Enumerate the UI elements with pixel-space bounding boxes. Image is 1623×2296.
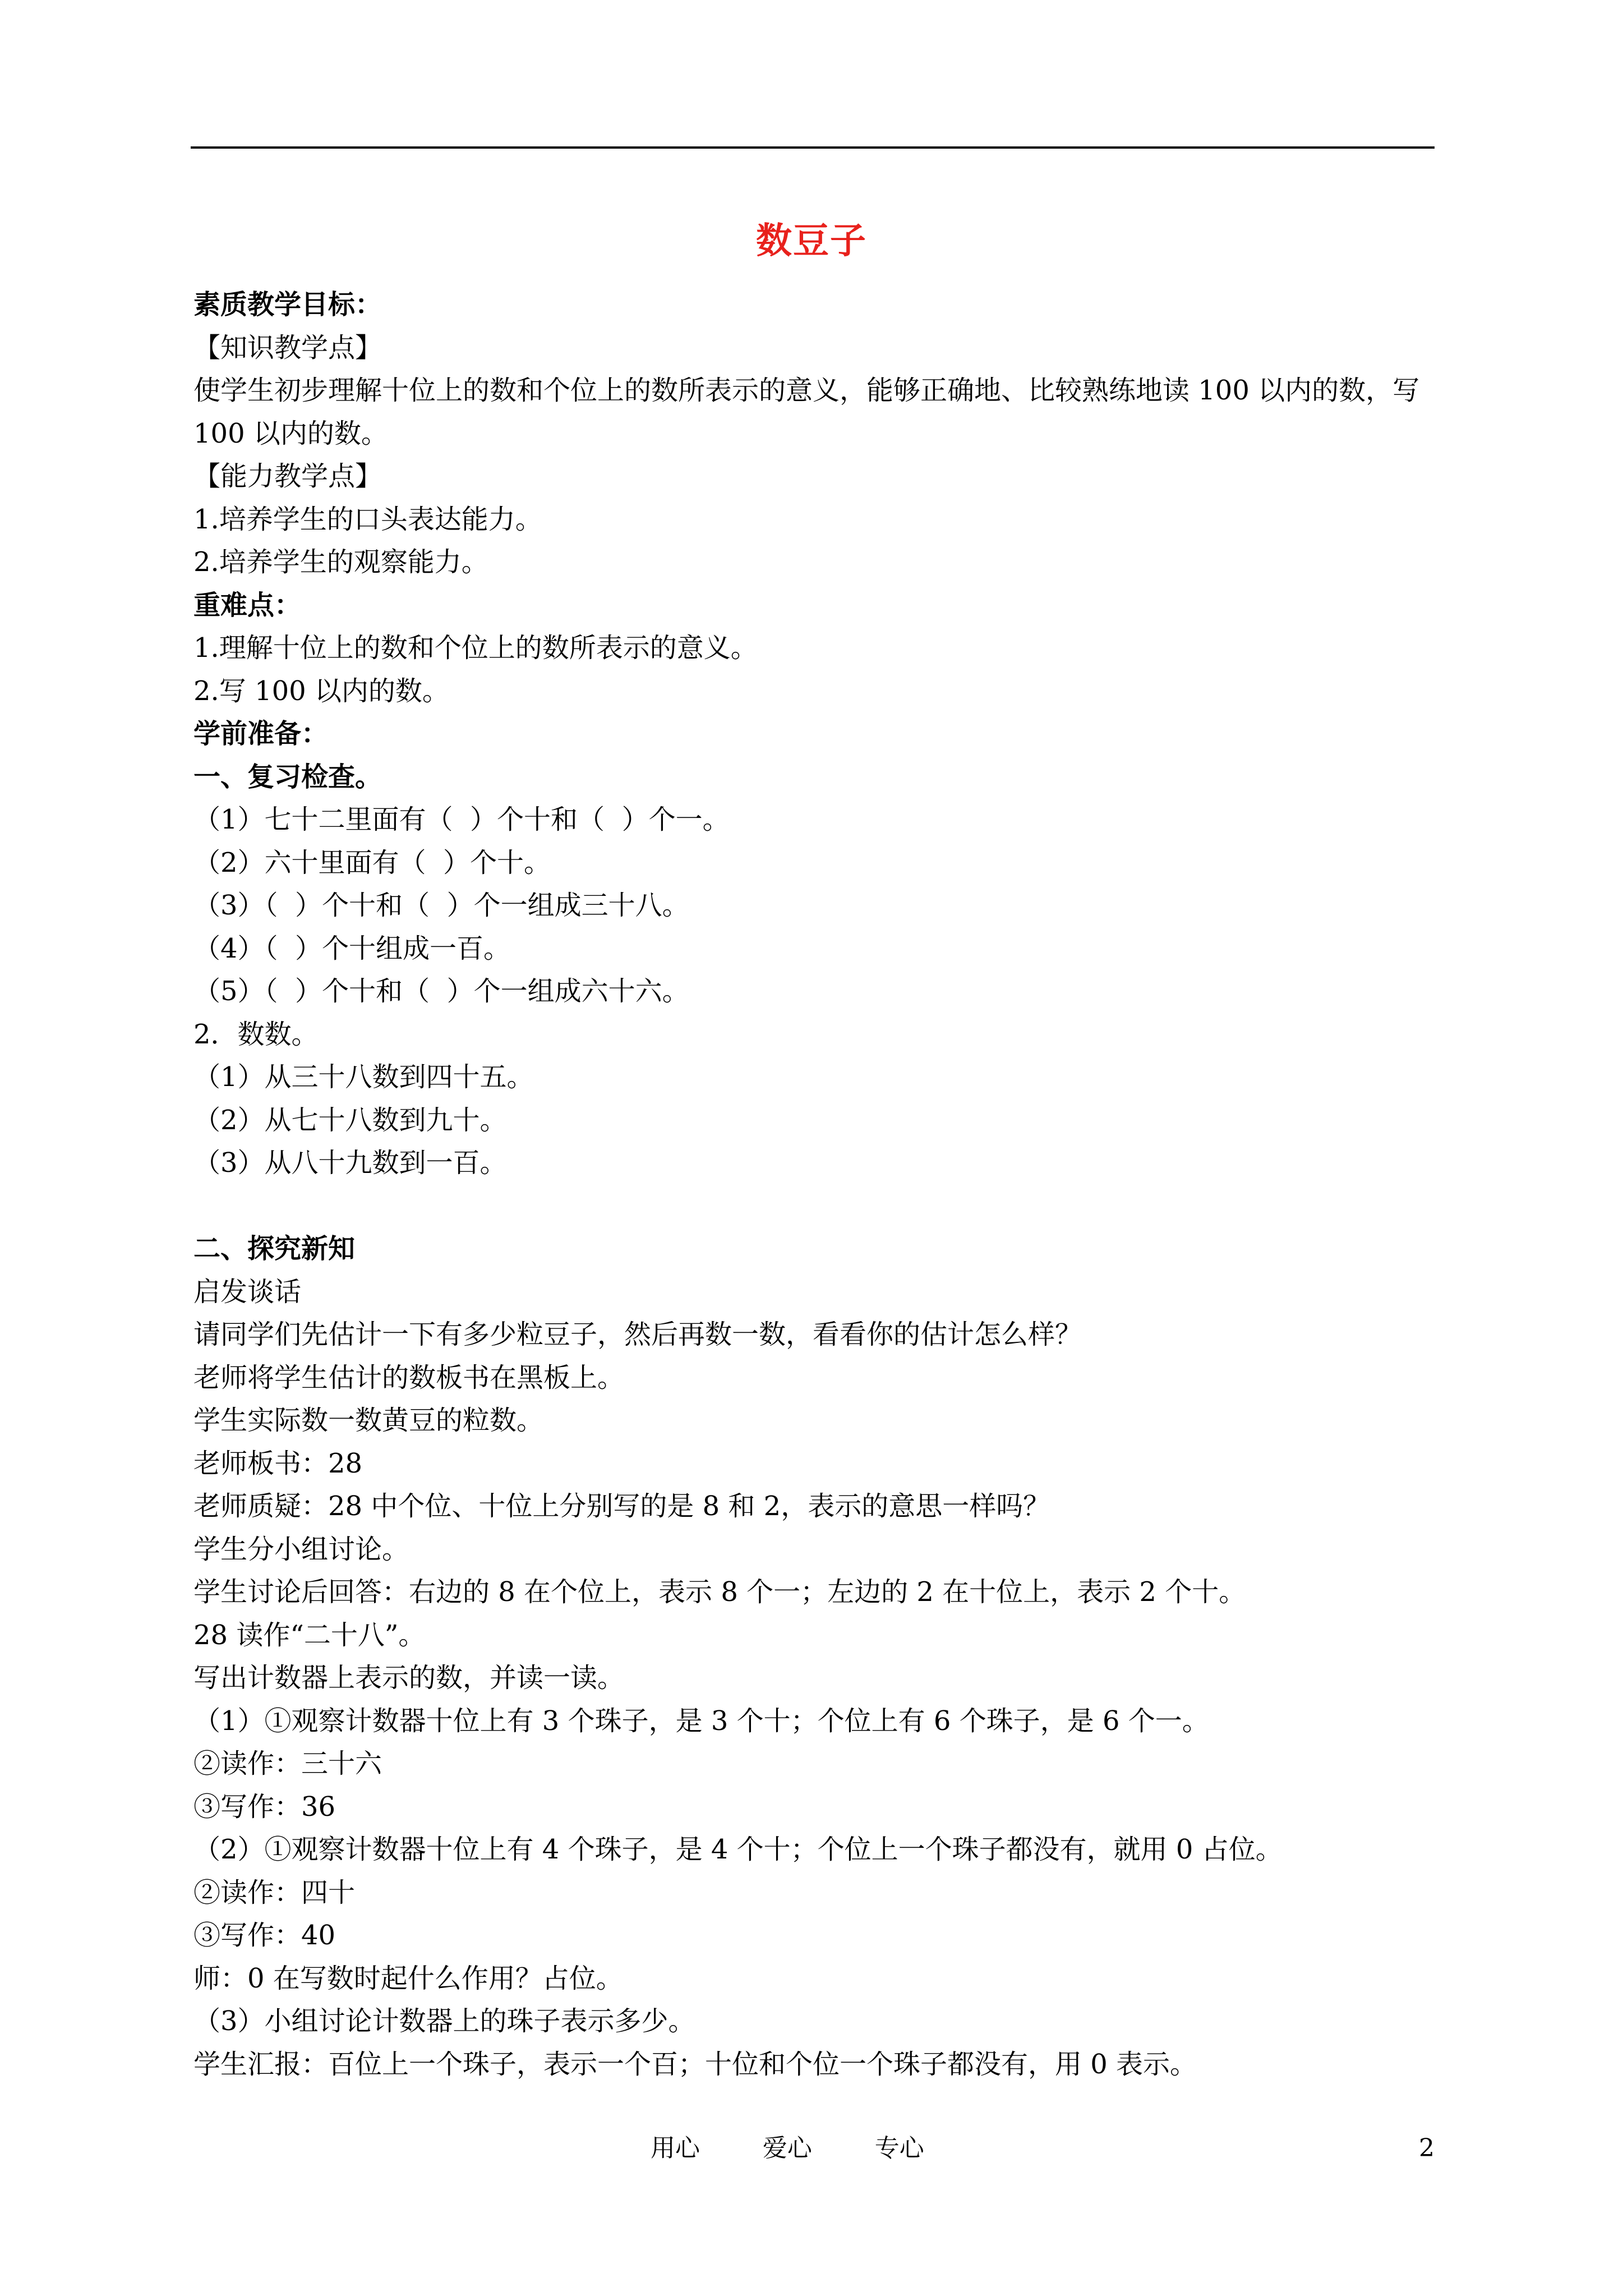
review-item: 2．数数。 — [193, 1018, 319, 1050]
explore-item: 学生分小组讨论。 — [193, 1533, 409, 1565]
explore-item: 老师质疑：28 中个位、十位上分别写的是 8 和 2，表示的意思一样吗？ — [193, 1490, 1050, 1522]
knowledge-text: 使学生初步理解十位上的数和个位上的数所表示的意义，能够正确地、比较熟练地读 100 以内的数，写 100 以内的数。 — [193, 375, 1420, 449]
review-item: （5）（ ）个十和（ ）个一组成六十六。 — [193, 976, 689, 1007]
explore-item: 师：0 在写数时起什么作用？占位。 — [193, 1962, 623, 1994]
explore-item: （2）①观察计数器十位上有 4 个珠子，是 4 个十；个位上一个珠子都没有，就用 0 占位。 — [193, 1834, 1283, 1865]
review-item: （3）（ ）个十和（ ）个一组成三十八。 — [193, 890, 689, 921]
explore-item: ③写作：36 — [193, 1791, 336, 1823]
explore-item: （1）①观察计数器十位上有 3 个珠子，是 3 个十；个位上有 6 个珠子，是 6 个一。 — [193, 1705, 1209, 1737]
page-footer — [0, 2132, 1623, 2165]
review-item: （1）从三十八数到四十五。 — [193, 1061, 534, 1093]
goal-heading: 素质教学目标： — [193, 289, 382, 320]
knowledge-heading: 【知识教学点】 — [193, 332, 382, 364]
explore-item: 学生讨论后回答：右边的 8 在个位上，表示 8 个一；左边的 2 在十位上，表示 2 个十。 — [193, 1576, 1246, 1608]
key-heading: 重难点： — [193, 589, 302, 621]
explore-item: ②读作：三十六 — [193, 1748, 382, 1779]
header-rule — [191, 146, 1435, 149]
explore-item: ③写作：40 — [193, 1920, 336, 1951]
document-body — [193, 283, 1447, 2086]
key-item: 1.理解十位上的数和个位上的数所表示的意义。 — [193, 632, 758, 664]
explore-item: 学生实际数一数黄豆的粒数。 — [193, 1405, 544, 1436]
ability-item: 2.培养学生的观察能力。 — [193, 546, 488, 578]
explore-item: 学生汇报：百位上一个珠子，表示一个百；十位和个位一个珠子都没有，用 0 表示。 — [193, 2048, 1197, 2080]
explore-item: 写出计数器上表示的数，并读一读。 — [193, 1662, 625, 1694]
footer-motto: 用心 爱心 专心 — [651, 2134, 924, 2162]
review-item: （1）七十二里面有（ ）个十和（ ）个一。 — [193, 804, 730, 835]
explore-item: 老师将学生估计的数板书在黑板上。 — [193, 1361, 625, 1393]
explore-item: 请同学们先估计一下有多少粒豆子，然后再数一数，看看你的估计怎么样？ — [193, 1319, 1082, 1350]
ability-heading: 【能力教学点】 — [193, 461, 382, 492]
explore-item: 启发谈话 — [193, 1276, 302, 1308]
explore-item: （3）小组讨论计数器上的珠子表示多少。 — [193, 2005, 695, 2037]
document-title: 数豆子 — [756, 220, 867, 262]
review-item: （3）从八十九数到一百。 — [193, 1147, 507, 1179]
prep-heading: 学前准备： — [193, 718, 329, 749]
ability-item: 1.培养学生的口头表达能力。 — [193, 503, 542, 535]
page-number: 2 — [1419, 2134, 1435, 2162]
explore-item: 28 读作“二十八”。 — [193, 1619, 426, 1651]
explore-item: 老师板书：28 — [193, 1447, 363, 1479]
review-heading: 一、复习检查。 — [193, 761, 382, 793]
explore-item: ②读作：四十 — [193, 1876, 356, 1908]
blank-line — [193, 1185, 1447, 1228]
key-item: 2.写 100 以内的数。 — [193, 675, 449, 707]
review-item: （2）六十里面有（ ）个十。 — [193, 846, 551, 878]
review-item: （2）从七十八数到九十。 — [193, 1104, 507, 1136]
review-item: （4）（ ）个十组成一百。 — [193, 932, 511, 964]
explore-heading: 二、探究新知 — [193, 1233, 356, 1264]
